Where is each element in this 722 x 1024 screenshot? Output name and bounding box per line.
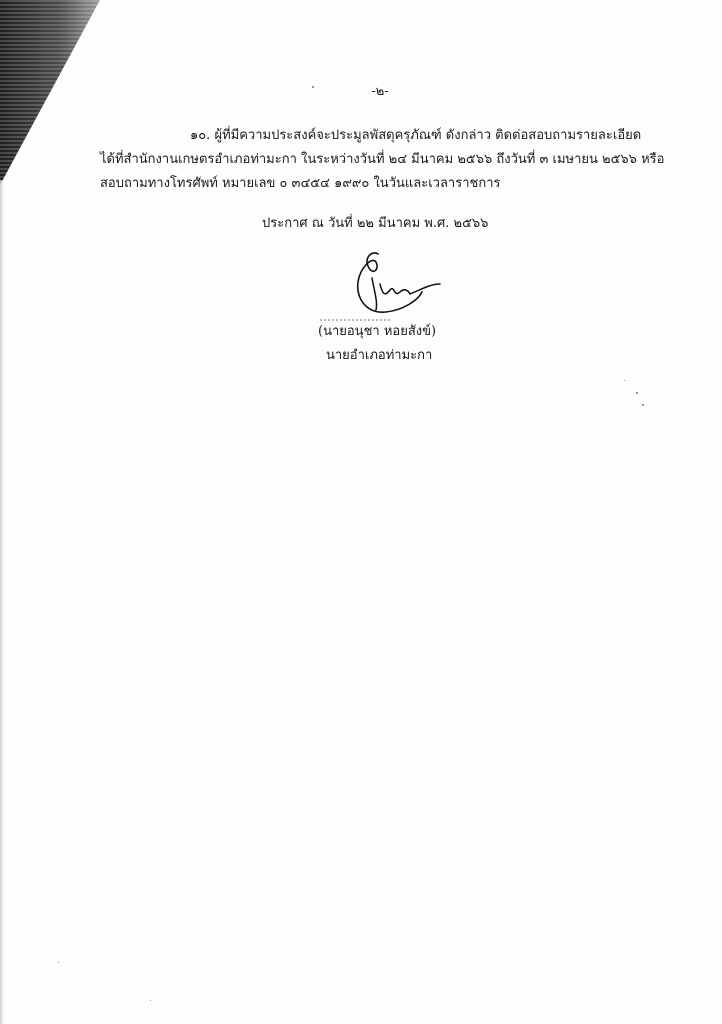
scan-speck <box>312 86 314 88</box>
signer-name: (นายอนุชา หอยสังข์) <box>318 324 437 339</box>
paragraph-line-2: ได้ที่สำนักงานเกษตรอำเภอท่ามะกา ในระหว่างวันที่ ๒๔ มีนาคม ๒๕๖๖ ถึงวันที่ ๓ เมษายน ๒๕๖๖ หรือ <box>100 152 665 167</box>
scan-speck <box>636 392 638 394</box>
announcement-date: ประกาศ ณ วันที่ ๒๒ มีนาคม พ.ศ. ๒๕๖๖ <box>262 216 489 231</box>
paragraph-line-1: ๑๐. ผู้ที่มีความประสงค์จะประมูลพัสดุครุภัณฑ์ ดังกล่าว ติดต่อสอบถามรายละเอียด <box>190 128 642 143</box>
page-number: -๒- <box>371 84 389 99</box>
scan-shadow-corner <box>0 0 110 190</box>
scan-speck <box>58 962 59 963</box>
scan-left-edge <box>0 180 4 1024</box>
scan-speck <box>642 404 644 406</box>
signature-icon <box>320 248 450 328</box>
scan-speck <box>624 380 625 381</box>
scan-speck <box>150 1000 151 1001</box>
paragraph-line-3: สอบถามทางโทรศัพท์ หมายเลข ๐ ๓๔๕๔ ๑๙๙๐ ในวันและเวลาราชการ <box>100 176 501 191</box>
signer-title: นายอำเภอท่ามะกา <box>326 348 433 363</box>
